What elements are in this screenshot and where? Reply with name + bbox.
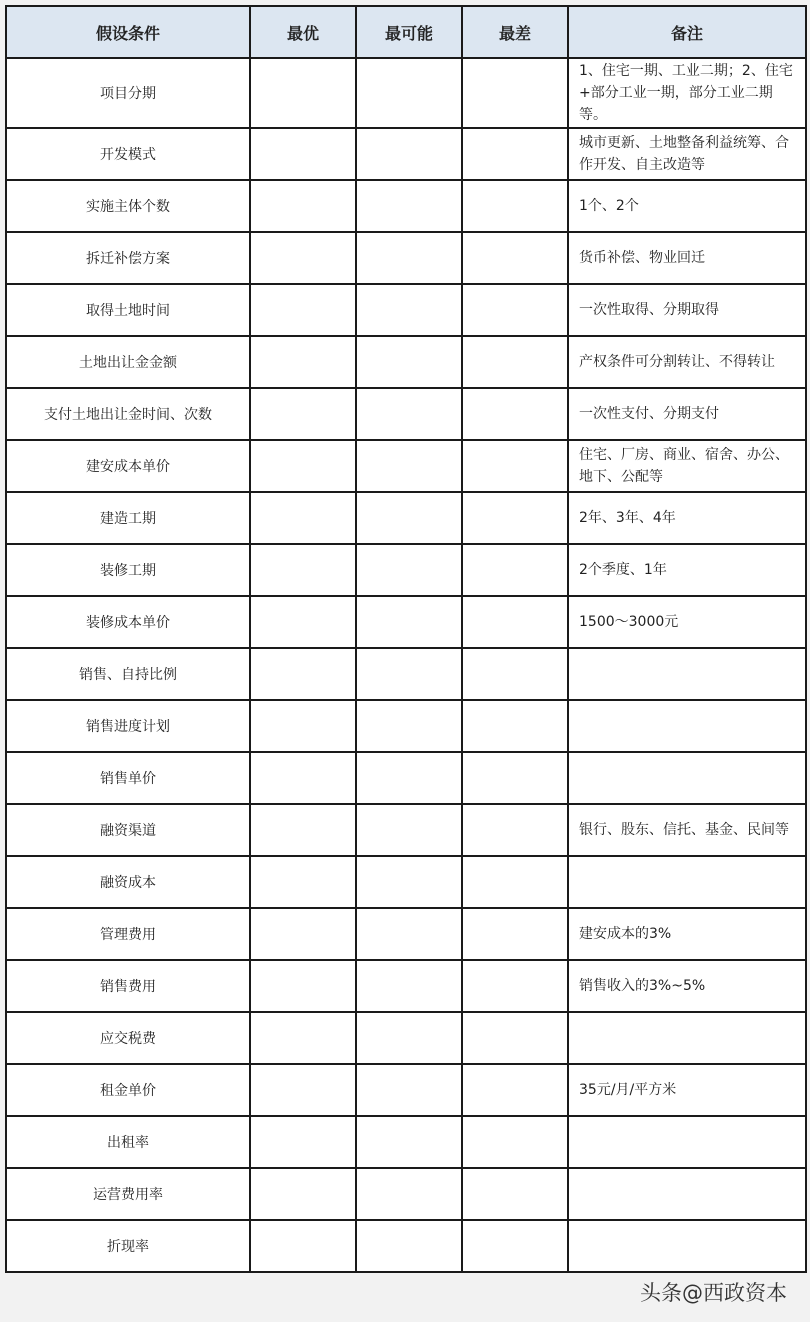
- table-row: [6, 752, 806, 804]
- condition-cell: 土地出让金金额: [6, 336, 250, 388]
- condition-cell: 出租率: [6, 1116, 250, 1168]
- best-cell: [250, 232, 356, 284]
- condition-cell: 支付土地出让金时间、次数: [6, 388, 250, 440]
- table-row: [6, 284, 806, 336]
- note-cell: 货币补偿、物业回迁: [568, 232, 806, 284]
- best-cell: [250, 180, 356, 232]
- likely-cell: [356, 1220, 462, 1272]
- condition-cell: 开发模式: [6, 128, 250, 180]
- note-cell: 一次性取得、分期取得: [568, 284, 806, 336]
- note-cell: 1个、2个: [568, 180, 806, 232]
- note-cell: 产权条件可分割转让、不得转让: [568, 336, 806, 388]
- note-cell: 1、住宅一期、工业二期；2、住宅+部分工业一期，部分工业二期等。: [568, 58, 806, 128]
- likely-cell: [356, 752, 462, 804]
- best-cell: [250, 1012, 356, 1064]
- best-cell: [250, 284, 356, 336]
- header-row: [6, 6, 806, 58]
- header-likely: 最可能: [356, 6, 462, 58]
- worst-cell: [462, 752, 568, 804]
- best-cell: [250, 1220, 356, 1272]
- condition-cell: 取得土地时间: [6, 284, 250, 336]
- worst-cell: [462, 388, 568, 440]
- condition-cell: 融资成本: [6, 856, 250, 908]
- worst-cell: [462, 908, 568, 960]
- likely-cell: [356, 180, 462, 232]
- best-cell: [250, 336, 356, 388]
- table-row: [6, 58, 806, 128]
- condition-cell: 销售进度计划: [6, 700, 250, 752]
- best-cell: [250, 440, 356, 492]
- likely-cell: [356, 804, 462, 856]
- best-cell: [250, 856, 356, 908]
- note-cell: [568, 856, 806, 908]
- worst-cell: [462, 180, 568, 232]
- header-note: 备注: [568, 6, 806, 58]
- table-row: [6, 1168, 806, 1220]
- worst-cell: [462, 1064, 568, 1116]
- note-cell: [568, 1012, 806, 1064]
- best-cell: [250, 648, 356, 700]
- best-cell: [250, 492, 356, 544]
- worst-cell: [462, 336, 568, 388]
- assumptions-table: [5, 5, 807, 1273]
- table-row: [6, 1064, 806, 1116]
- note-cell: [568, 700, 806, 752]
- worst-cell: [462, 856, 568, 908]
- header-condition: 假设条件: [6, 6, 250, 58]
- likely-cell: [356, 648, 462, 700]
- note-cell: [568, 648, 806, 700]
- table-row: [6, 596, 806, 648]
- note-cell: 35元/月/平方米: [568, 1064, 806, 1116]
- condition-cell: 运营费用率: [6, 1168, 250, 1220]
- note-cell: 1500～3000元: [568, 596, 806, 648]
- likely-cell: [356, 440, 462, 492]
- note-cell: 银行、股东、信托、基金、民间等: [568, 804, 806, 856]
- condition-cell: 销售、自持比例: [6, 648, 250, 700]
- table-row: [6, 544, 806, 596]
- table-row: [6, 492, 806, 544]
- note-cell: 城市更新、土地整备利益统筹、合作开发、自主改造等: [568, 128, 806, 180]
- note-cell: 2年、3年、4年: [568, 492, 806, 544]
- best-cell: [250, 596, 356, 648]
- condition-cell: 拆迁补偿方案: [6, 232, 250, 284]
- best-cell: [250, 700, 356, 752]
- worst-cell: [462, 1116, 568, 1168]
- likely-cell: [356, 908, 462, 960]
- best-cell: [250, 804, 356, 856]
- best-cell: [250, 960, 356, 1012]
- note-cell: 住宅、厂房、商业、宿舍、办公、地下、公配等: [568, 440, 806, 492]
- worst-cell: [462, 284, 568, 336]
- table-row: [6, 336, 806, 388]
- table-row: [6, 440, 806, 492]
- best-cell: [250, 1168, 356, 1220]
- condition-cell: 应交税费: [6, 1012, 250, 1064]
- best-cell: [250, 1116, 356, 1168]
- likely-cell: [356, 960, 462, 1012]
- watermark: 头条@西政资本: [640, 1281, 787, 1305]
- table-row: [6, 960, 806, 1012]
- table-row: [6, 804, 806, 856]
- worst-cell: [462, 700, 568, 752]
- likely-cell: [356, 856, 462, 908]
- condition-cell: 建安成本单价: [6, 440, 250, 492]
- likely-cell: [356, 596, 462, 648]
- condition-cell: 管理费用: [6, 908, 250, 960]
- note-cell: 2个季度、1年: [568, 544, 806, 596]
- header-worst: 最差: [462, 6, 568, 58]
- worst-cell: [462, 440, 568, 492]
- best-cell: [250, 544, 356, 596]
- likely-cell: [356, 700, 462, 752]
- note-cell: 销售收入的3%~5%: [568, 960, 806, 1012]
- condition-cell: 建造工期: [6, 492, 250, 544]
- worst-cell: [462, 804, 568, 856]
- note-cell: [568, 1116, 806, 1168]
- worst-cell: [462, 1168, 568, 1220]
- likely-cell: [356, 544, 462, 596]
- likely-cell: [356, 284, 462, 336]
- note-cell: [568, 752, 806, 804]
- note-cell: [568, 1220, 806, 1272]
- table-row: [6, 700, 806, 752]
- condition-cell: 融资渠道: [6, 804, 250, 856]
- likely-cell: [356, 1116, 462, 1168]
- likely-cell: [356, 1012, 462, 1064]
- condition-cell: 折现率: [6, 1220, 250, 1272]
- table-row: [6, 908, 806, 960]
- worst-cell: [462, 648, 568, 700]
- note-cell: [568, 1168, 806, 1220]
- best-cell: [250, 752, 356, 804]
- table-row: [6, 1012, 806, 1064]
- condition-cell: 装修工期: [6, 544, 250, 596]
- condition-cell: 销售单价: [6, 752, 250, 804]
- worst-cell: [462, 58, 568, 128]
- worst-cell: [462, 596, 568, 648]
- table-row: [6, 856, 806, 908]
- table-row: [6, 180, 806, 232]
- best-cell: [250, 58, 356, 128]
- likely-cell: [356, 232, 462, 284]
- condition-cell: 租金单价: [6, 1064, 250, 1116]
- table-row: [6, 648, 806, 700]
- best-cell: [250, 908, 356, 960]
- table-row: [6, 1220, 806, 1272]
- header-best: 最优: [250, 6, 356, 58]
- condition-cell: 销售费用: [6, 960, 250, 1012]
- note-cell: 建安成本的3%: [568, 908, 806, 960]
- worst-cell: [462, 1220, 568, 1272]
- worst-cell: [462, 1012, 568, 1064]
- table-row: [6, 388, 806, 440]
- condition-cell: 项目分期: [6, 58, 250, 128]
- worst-cell: [462, 128, 568, 180]
- best-cell: [250, 388, 356, 440]
- condition-cell: 实施主体个数: [6, 180, 250, 232]
- likely-cell: [356, 336, 462, 388]
- worst-cell: [462, 544, 568, 596]
- best-cell: [250, 128, 356, 180]
- likely-cell: [356, 492, 462, 544]
- worst-cell: [462, 492, 568, 544]
- worst-cell: [462, 232, 568, 284]
- likely-cell: [356, 58, 462, 128]
- likely-cell: [356, 128, 462, 180]
- worst-cell: [462, 960, 568, 1012]
- condition-cell: 装修成本单价: [6, 596, 250, 648]
- note-cell: 一次性支付、分期支付: [568, 388, 806, 440]
- table-row: [6, 1116, 806, 1168]
- likely-cell: [356, 1064, 462, 1116]
- table-row: [6, 232, 806, 284]
- best-cell: [250, 1064, 356, 1116]
- likely-cell: [356, 388, 462, 440]
- likely-cell: [356, 1168, 462, 1220]
- table-row: [6, 128, 806, 180]
